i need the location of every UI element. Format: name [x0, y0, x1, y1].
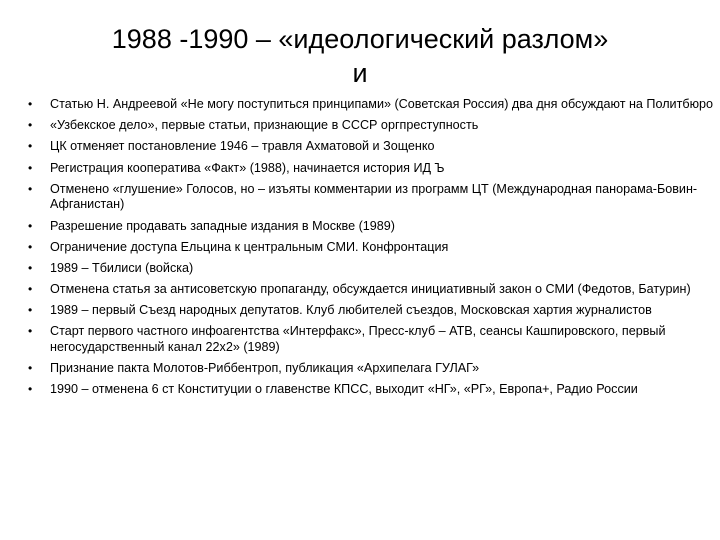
bullet-text: Регистрация кооператива «Факт» (1988), начинается история ИД Ъ [50, 160, 445, 175]
bullet-item [28, 139, 714, 155]
bullet-text: Отменена статья за антисоветскую пропаганду, обсуждается инициативный закон о СМИ (Федотов, Батурин) [50, 282, 691, 297]
bullet-text: Отменено «глушение» Голосов, но – изъяты комментарии из программ ЦТ (Международная панорама-Бовин-Афганистан) [50, 181, 698, 212]
bullet-item [28, 182, 714, 213]
bullet-item [28, 324, 714, 355]
bullet-item [28, 303, 714, 319]
bullet-item [28, 118, 714, 134]
bullet-text: Разрешение продавать западные издания в Москве (1989) [50, 218, 395, 233]
bullet-icon: • [28, 139, 33, 154]
bullet-text: «Узбекское дело», первые статьи, признающие в СССР оргпреступность [50, 118, 479, 133]
slide-title [60, 22, 660, 90]
bullet-item [28, 97, 714, 113]
bullet-icon: • [28, 239, 33, 254]
bullet-icon: • [28, 181, 33, 196]
bullet-icon: • [28, 218, 33, 233]
bullet-list [28, 97, 714, 404]
bullet-text: Признание пакта Молотов-Риббентроп, публикация «Архипелага ГУЛАГ» [50, 361, 480, 376]
bullet-text: Статью Н. Андреевой «Не могу поступиться принципами» (Советская Россия) два дня обсуждают на Политбюро [50, 97, 714, 111]
bullet-icon: • [28, 282, 33, 297]
bullet-item [28, 219, 714, 235]
slide-title-line-2: и [352, 58, 368, 88]
bullet-icon: • [28, 260, 33, 275]
bullet-icon: • [28, 361, 33, 376]
bullet-text: Ограничение доступа Ельцина к центральным СМИ. Конфронтация [50, 239, 449, 254]
bullet-icon: • [28, 97, 33, 111]
bullet-item [28, 282, 714, 298]
bullet-icon: • [28, 324, 33, 339]
bullet-icon: • [28, 118, 33, 133]
bullet-item [28, 161, 714, 177]
bullet-text: Старт первого частного инфоагентства «Интерфакс», Пресс-клуб – АТВ, сеансы Кашпировского, первый негосударственный канал 22х2» (1989) [50, 324, 666, 355]
bullet-text: ЦК отменяет постановление 1946 – травля Ахматовой и Зощенко [50, 139, 435, 154]
bullet-icon: • [28, 303, 33, 318]
bullet-text: 1990 – отменена 6 ст Конституции о главенстве КПСС, выходит «НГ», «РГ», Европа+, Радио России [50, 382, 638, 397]
bullet-text: 1989 – Тбилиси (войска) [50, 260, 194, 275]
bullet-text: 1989 – первый Съезд народных депутатов. Клуб любителей съездов, Московская хартия журналистов [50, 303, 652, 318]
bullet-item [28, 382, 714, 398]
bullet-icon: • [28, 382, 33, 397]
bullet-item [28, 361, 714, 377]
bullet-icon: • [28, 160, 33, 175]
slide-title-line-1: 1988 -1990 – «идеологический разлом» [111, 24, 609, 54]
bullet-item [28, 240, 714, 256]
bullet-item [28, 261, 714, 277]
